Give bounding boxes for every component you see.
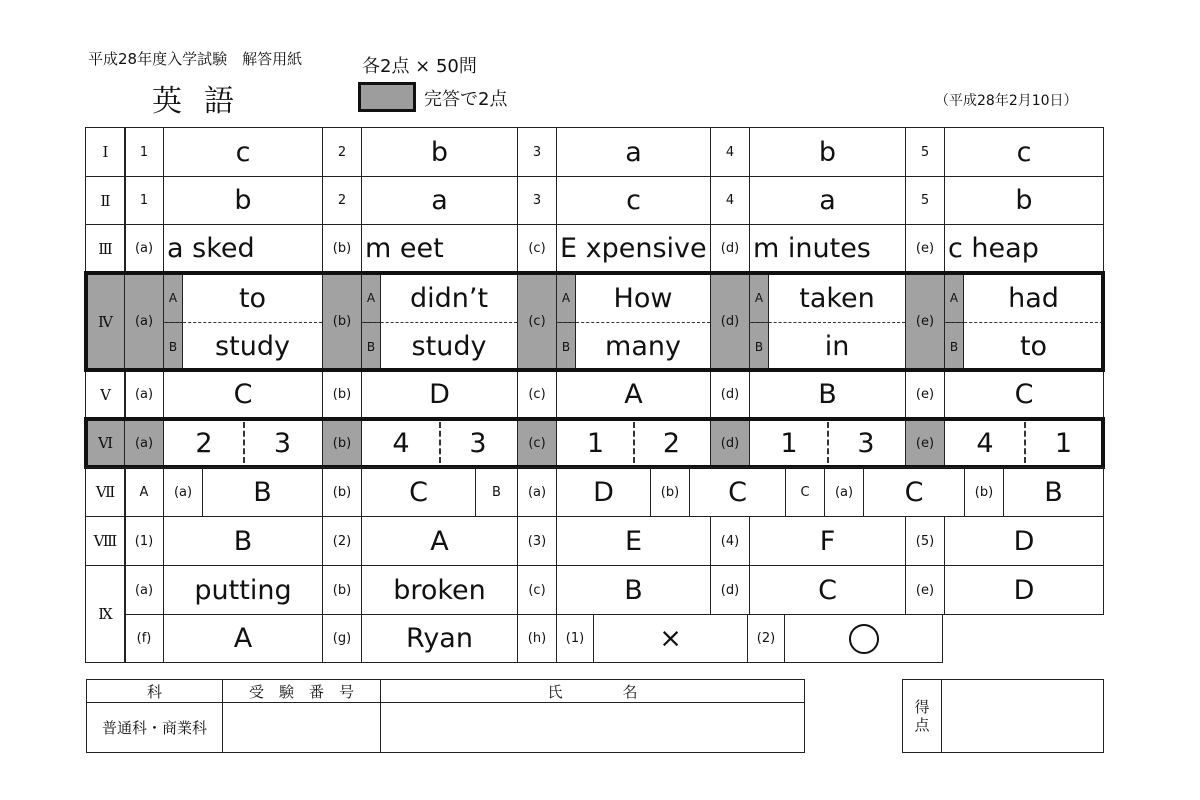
footer-name-header: 氏 名 (380, 679, 805, 703)
question-number: (d) (710, 565, 750, 615)
answer-cell: A (361, 516, 518, 566)
question-number: (e) (905, 224, 945, 273)
answer-cell: b (163, 176, 323, 225)
answer-cell: C (689, 467, 786, 517)
dashed-divider (827, 422, 829, 463)
row-label-a: A (749, 272, 769, 323)
question-number: (b) (322, 272, 362, 371)
dashed-divider (1024, 422, 1026, 463)
question-number: (b) (964, 467, 1004, 517)
footer-exam-number-header: 受 験 番 号 (222, 679, 381, 703)
dashed-divider (163, 322, 322, 323)
section-label-i: Ⅰ (85, 127, 126, 177)
answer-cell-first: 4 (361, 418, 440, 468)
question-number: (5) (905, 516, 945, 566)
question-number: 5 (905, 127, 945, 177)
answer-cell: D (556, 467, 651, 517)
question-number: (b) (322, 370, 362, 419)
answer-cell: E xpensive (556, 224, 711, 273)
section-label-vi: Ⅵ (85, 418, 126, 468)
answer-cell: E (556, 516, 711, 566)
question-number: (4) (710, 516, 750, 566)
footer-department-value: 普通科・商業科 (86, 702, 223, 753)
answer-cell-b: many (575, 322, 711, 371)
row-label-b: B (163, 322, 183, 371)
answer-cell: c (163, 127, 323, 177)
exam-date: （平成28年2月10日） (935, 93, 1078, 109)
answer-cell: C (944, 370, 1104, 419)
question-number: (3) (517, 516, 557, 566)
answer-cell-second: 3 (827, 418, 906, 468)
question-number: 3 (517, 176, 557, 225)
dashed-divider (556, 322, 710, 323)
question-number: (e) (905, 418, 945, 468)
shaded-legend-swatch (358, 82, 416, 112)
sub-part-number: (2) (747, 614, 785, 663)
row-label-a: A (556, 272, 576, 323)
answer-cell: B (1003, 467, 1104, 517)
question-number: (c) (517, 272, 557, 371)
question-number: 4 (710, 176, 750, 225)
question-number: (a) (124, 370, 164, 419)
answer-cell: F (749, 516, 906, 566)
answer-cell: b (361, 127, 518, 177)
question-number: (a) (824, 467, 864, 517)
question-number: (c) (517, 565, 557, 615)
points-note: 各2点 × 50問 (362, 56, 477, 77)
answer-cell-a: didn’t (380, 272, 518, 323)
answer-cell-cross: × (593, 614, 748, 663)
answer-cell-a: How (575, 272, 711, 323)
answer-cell: b (749, 127, 906, 177)
question-number: (a) (124, 565, 164, 615)
answer-cell: B (556, 565, 711, 615)
section-label-viii: Ⅷ (85, 516, 126, 566)
question-number: (b) (322, 467, 362, 517)
question-number: (h) (517, 614, 557, 663)
question-number: 2 (322, 127, 362, 177)
row-label-b: B (749, 322, 769, 371)
section-label-ix: Ⅸ (85, 565, 126, 663)
answer-cell: A (556, 370, 711, 419)
answer-cell: c (944, 127, 1104, 177)
question-number: (e) (905, 272, 945, 371)
group-letter: A (124, 467, 164, 517)
answer-cell-first: 2 (163, 418, 244, 468)
answer-cell-second: 3 (243, 418, 323, 468)
section-label-v: Ⅴ (85, 370, 126, 419)
question-number: (b) (322, 418, 362, 468)
question-number: 1 (124, 176, 164, 225)
answer-cell: B (749, 370, 906, 419)
group-letter: C (785, 467, 825, 517)
answer-cell: D (361, 370, 518, 419)
question-number: (d) (710, 272, 750, 371)
dashed-divider (633, 422, 635, 463)
answer-cell: c (556, 176, 711, 225)
section-label-vii: Ⅶ (85, 467, 126, 517)
answer-cell-circle (784, 614, 943, 663)
name-field[interactable] (380, 702, 805, 753)
answer-cell-a: taken (768, 272, 906, 323)
answer-cell: B (202, 467, 323, 517)
question-number: (e) (905, 370, 945, 419)
answer-cell: D (944, 516, 1104, 566)
answer-cell: m inutes (749, 224, 906, 273)
answer-cell: B (163, 516, 323, 566)
answer-cell-first: 1 (556, 418, 634, 468)
shaded-legend-text: 完答で2点 (424, 89, 508, 110)
row-label-a: A (163, 272, 183, 323)
row-label-b: B (556, 322, 576, 371)
question-number: 2 (322, 176, 362, 225)
footer-department-header: 科 (86, 679, 223, 703)
question-number: (a) (163, 467, 203, 517)
sub-part-number: (1) (556, 614, 594, 663)
row-label-b: B (944, 322, 964, 371)
question-number: (b) (322, 565, 362, 615)
exam-number-field[interactable] (222, 702, 381, 753)
question-number: (a) (124, 418, 164, 468)
row-label-a: A (944, 272, 964, 323)
question-number: (g) (322, 614, 362, 663)
row-label-b: B (361, 322, 381, 371)
dashed-divider (944, 322, 1103, 323)
answer-cell-b: to (963, 322, 1104, 371)
question-number: (2) (322, 516, 362, 566)
answer-cell-b: in (768, 322, 906, 371)
dashed-divider (439, 422, 441, 463)
section-label-iv: Ⅳ (85, 272, 126, 371)
answer-cell: a (749, 176, 906, 225)
score-label: 得点 (902, 679, 942, 753)
question-number: (c) (517, 224, 557, 273)
answer-cell-b: study (182, 322, 323, 371)
question-number: (d) (710, 224, 750, 273)
exam-title: 平成28年度入学試験 解答用紙 (88, 50, 303, 68)
answer-cell: C (749, 565, 906, 615)
answer-cell-second: 1 (1024, 418, 1104, 468)
answer-cell-a: had (963, 272, 1104, 323)
question-number: (e) (905, 565, 945, 615)
question-number: (a) (517, 467, 557, 517)
subject-title: 英語 (152, 84, 256, 119)
answer-cell-first: 1 (749, 418, 828, 468)
answer-cell: A (163, 614, 323, 663)
row-label-a: A (361, 272, 381, 323)
question-number: (c) (517, 418, 557, 468)
answer-cell: broken (361, 565, 518, 615)
answer-cell-b: study (380, 322, 518, 371)
question-number: (d) (710, 370, 750, 419)
answer-cell: D (944, 565, 1104, 615)
answer-cell-first: 4 (944, 418, 1025, 468)
answer-cell: b (944, 176, 1104, 225)
answer-cell: C (163, 370, 323, 419)
question-number: (a) (124, 224, 164, 273)
dashed-divider (749, 322, 905, 323)
group-letter: B (475, 467, 518, 517)
question-number: (a) (124, 272, 164, 371)
section-label-ii: Ⅱ (85, 176, 126, 225)
answer-cell: Ryan (361, 614, 518, 663)
score-field[interactable] (941, 679, 1104, 753)
question-number: (b) (322, 224, 362, 273)
answer-cell-second: 2 (633, 418, 711, 468)
question-number: (b) (650, 467, 690, 517)
question-number: (d) (710, 418, 750, 468)
dashed-divider (361, 322, 517, 323)
answer-cell: a (556, 127, 711, 177)
question-number: 5 (905, 176, 945, 225)
question-number: 4 (710, 127, 750, 177)
answer-cell-a: to (182, 272, 323, 323)
question-number: (1) (124, 516, 164, 566)
circle-mark-icon (849, 624, 879, 654)
answer-cell: putting (163, 565, 323, 615)
answer-cell: a (361, 176, 518, 225)
answer-cell: C (863, 467, 965, 517)
dashed-divider (243, 422, 245, 463)
answer-cell-second: 3 (439, 418, 518, 468)
question-number: (f) (124, 614, 164, 663)
question-number: (c) (517, 370, 557, 419)
question-number: 3 (517, 127, 557, 177)
answer-cell: a sked (163, 224, 323, 273)
answer-cell: m eet (361, 224, 518, 273)
section-label-iii: Ⅲ (85, 224, 126, 273)
question-number: 1 (124, 127, 164, 177)
answer-cell: C (361, 467, 476, 517)
answer-cell: c heap (944, 224, 1104, 273)
